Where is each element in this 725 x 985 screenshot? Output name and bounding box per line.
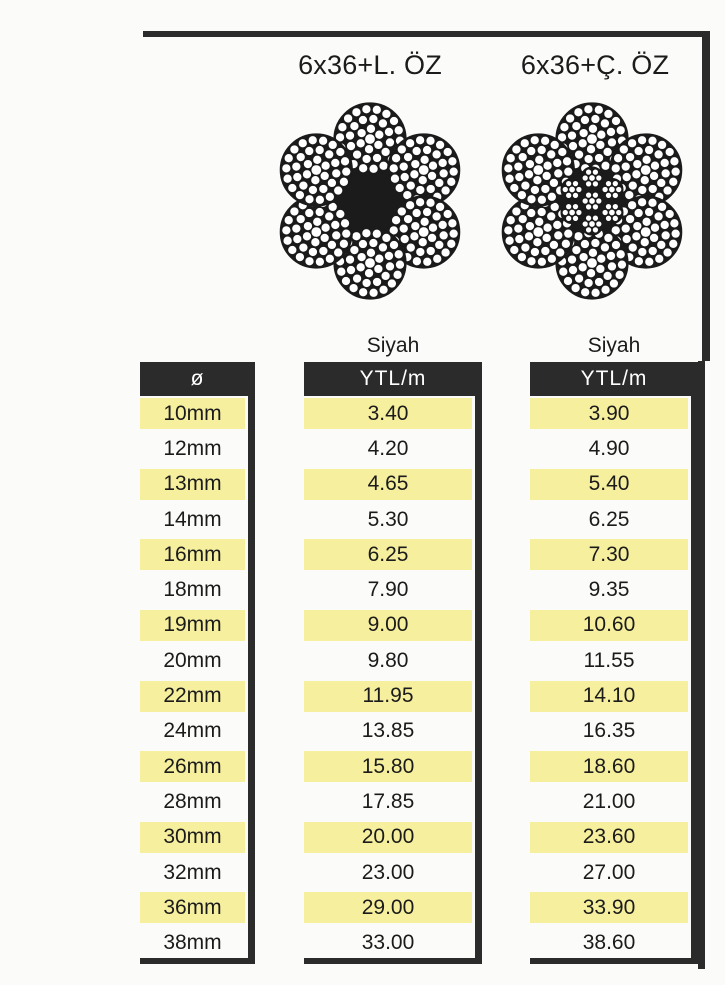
price-cell: 20.00	[304, 822, 472, 853]
price-cell: 14.10	[530, 681, 688, 712]
table-row	[304, 467, 482, 502]
table-row	[140, 855, 255, 890]
table-row	[140, 890, 255, 925]
diameter-cell: 12mm	[163, 436, 222, 460]
diameter-cell: 38mm	[163, 931, 222, 955]
price-cell: 10.60	[530, 610, 688, 641]
price-cell: 5.30	[367, 507, 409, 531]
diameter-header: ø	[140, 362, 255, 396]
column-right-rule	[691, 396, 698, 964]
diameter-cell: 36mm	[140, 892, 245, 923]
price-c-subheading: Siyah	[587, 334, 641, 357]
price-cell: 38.60	[582, 931, 636, 955]
price-cell: 9.80	[367, 648, 409, 672]
table-row	[304, 643, 482, 678]
table-row	[530, 749, 698, 784]
price-cell: 3.40	[304, 398, 472, 429]
price-c-column	[530, 362, 698, 961]
table-row	[530, 925, 698, 960]
price-cell: 4.90	[588, 436, 630, 460]
price-cell: 29.00	[304, 892, 472, 923]
table-row	[304, 502, 482, 537]
table-row	[530, 572, 698, 607]
diameter-cell: 26mm	[140, 751, 245, 782]
frame-top-rule	[143, 31, 710, 37]
price-cell: 9.00	[304, 610, 472, 641]
price-cell: 27.00	[582, 860, 636, 884]
table-row	[530, 537, 698, 572]
table-row	[304, 396, 482, 431]
price-cell: 33.00	[361, 931, 415, 955]
table-row	[140, 784, 255, 819]
price-cell: 6.25	[304, 539, 472, 570]
diameter-cell: 13mm	[140, 469, 245, 500]
table-row	[304, 714, 482, 749]
frame-right-rule	[702, 31, 710, 361]
table-row	[140, 608, 255, 643]
price-cell: 17.85	[361, 789, 415, 813]
price-l-subheading: Siyah	[366, 334, 420, 357]
table-row	[530, 678, 698, 713]
table-row	[530, 820, 698, 855]
table-row	[530, 467, 698, 502]
table-row	[304, 749, 482, 784]
table-row	[530, 855, 698, 890]
price-cell: 23.00	[361, 860, 415, 884]
price-cell: 18.60	[530, 751, 688, 782]
diameter-cell: 10mm	[140, 398, 245, 429]
price-cell: 4.20	[367, 436, 409, 460]
price-cell: 4.65	[304, 469, 472, 500]
table-row	[140, 925, 255, 960]
table-row	[304, 431, 482, 466]
table-row	[304, 572, 482, 607]
price-cell: 21.00	[582, 789, 636, 813]
column-right-rule	[248, 396, 255, 964]
price-cell: 7.30	[530, 539, 688, 570]
price-cell: 6.25	[588, 507, 630, 531]
diameter-cell: 14mm	[163, 507, 222, 531]
price-cell: 13.85	[361, 719, 415, 743]
diameter-cell: 18mm	[163, 578, 222, 602]
price-cell: 33.90	[530, 892, 688, 923]
diameter-cell: 20mm	[163, 648, 222, 672]
price-cell: 11.55	[583, 648, 635, 672]
table-row	[530, 784, 698, 819]
price-cell: 9.35	[588, 578, 630, 602]
price-l-header: YTL/m	[304, 362, 482, 396]
table-row	[304, 890, 482, 925]
diameter-cell: 16mm	[140, 539, 245, 570]
price-cell: 7.90	[367, 578, 409, 602]
table-row	[140, 537, 255, 572]
table-row	[140, 714, 255, 749]
table-row	[530, 502, 698, 537]
table-row	[530, 608, 698, 643]
frame-right-rule-lower	[698, 361, 705, 969]
price-c-rows	[530, 396, 698, 961]
diameter-column	[140, 362, 255, 961]
rope-title-steel-core: 6x36+Ç. ÖZ	[520, 50, 670, 80]
table-row	[304, 784, 482, 819]
table-row	[530, 643, 698, 678]
price-cell: 23.60	[530, 822, 688, 853]
price-cell: 16.35	[582, 719, 636, 743]
table-row	[140, 467, 255, 502]
table-row	[530, 396, 698, 431]
rope-cross-section-steel-core	[492, 92, 692, 310]
rope-title-fiber-core: 6x36+L. ÖZ	[298, 50, 442, 80]
table-row	[140, 572, 255, 607]
diameter-cell: 24mm	[163, 719, 222, 743]
table-row	[304, 678, 482, 713]
price-cell: 3.90	[530, 398, 688, 429]
diameter-cell: 30mm	[140, 822, 245, 853]
table-row	[530, 431, 698, 466]
price-l-column	[304, 362, 482, 961]
table-row	[140, 678, 255, 713]
diameter-rows	[140, 396, 255, 961]
column-bottom-rule	[140, 958, 255, 964]
column-right-rule	[475, 396, 482, 964]
column-bottom-rule	[530, 958, 698, 964]
table-row	[530, 714, 698, 749]
price-l-rows	[304, 396, 482, 961]
price-cell: 5.40	[530, 469, 688, 500]
column-bottom-rule	[304, 958, 482, 964]
diameter-cell: 19mm	[140, 610, 245, 641]
table-row	[140, 396, 255, 431]
table-row	[140, 749, 255, 784]
table-row	[140, 820, 255, 855]
price-cell: 15.80	[304, 751, 472, 782]
rope-cross-section-fiber-core	[270, 92, 470, 310]
table-row	[304, 925, 482, 960]
diameter-cell: 32mm	[163, 860, 222, 884]
table-row	[140, 643, 255, 678]
table-row	[304, 855, 482, 890]
diameter-cell: 22mm	[140, 681, 245, 712]
price-cell: 11.95	[304, 681, 472, 712]
diameter-cell: 28mm	[163, 789, 222, 813]
table-row	[140, 502, 255, 537]
table-row	[530, 890, 698, 925]
table-row	[304, 608, 482, 643]
table-row	[304, 537, 482, 572]
price-c-header: YTL/m	[530, 362, 698, 396]
table-row	[304, 820, 482, 855]
table-row	[140, 431, 255, 466]
